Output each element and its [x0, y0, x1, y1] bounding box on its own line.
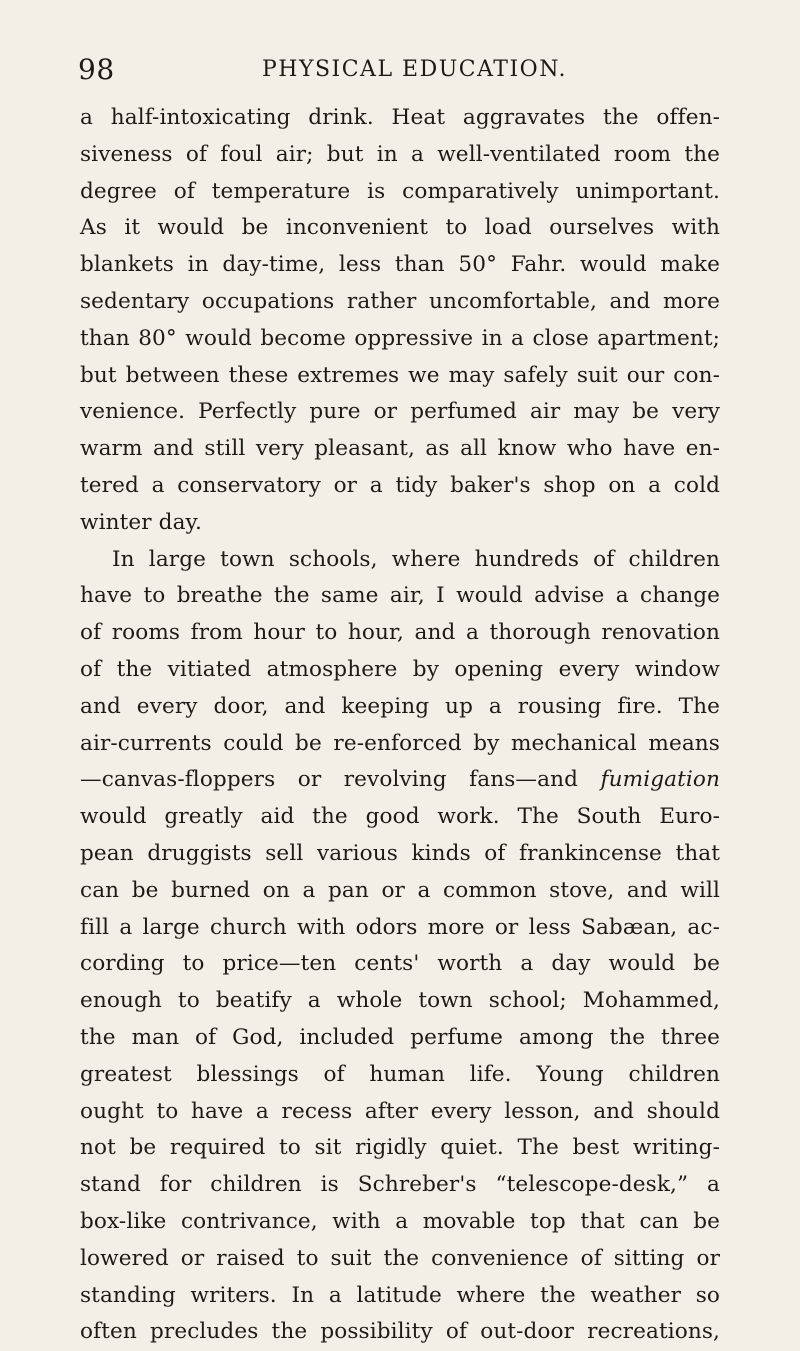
text-line: cording to price—ten cents' worth a day would be: [80, 951, 720, 977]
text-line: than 80° would become oppressive in a close apartment;: [80, 325, 720, 351]
text-run: —canvas-floppers or revolving fans—and: [80, 767, 601, 793]
paragraph-end-line: winter day.: [80, 509, 202, 535]
text-line: of the vitiated atmosphere by opening every window: [80, 656, 720, 682]
text-line: would greatly aid the good work. The South Euro-: [80, 804, 720, 830]
text-line: not be required to sit rigidly quiet. The best writing-: [80, 1135, 720, 1161]
text-line: stand for children is Schreber's “telescope-desk,” a: [80, 1172, 720, 1198]
text-line: box-like contrivance, with a movable top that can be: [80, 1208, 720, 1234]
text-line: and every door, and keeping up a rousing fire. The: [80, 693, 720, 719]
text-line: sedentary occupations rather uncomfortable, and more: [80, 288, 720, 314]
text-line: pean druggists sell various kinds of frankincense that: [80, 840, 720, 866]
text-line: but between these extremes we may safely suit our con-: [80, 362, 720, 388]
text-line: greatest blessings of human life. Young children: [80, 1061, 720, 1087]
text-line: fill a large church with odors more or less Sabæan, ac-: [80, 914, 720, 940]
text-line: enough to beatify a whole town school; Mohammed,: [80, 988, 720, 1014]
text-line: warm and still very pleasant, as all know who have en-: [80, 436, 720, 462]
text-line: tered a conservatory or a tidy baker's shop on a cold: [80, 472, 720, 498]
page-number: 98: [78, 53, 115, 86]
text-line: standing writers. In a latitude where the weather so: [80, 1282, 720, 1308]
text-line: degree of temperature is comparatively unimportant.: [80, 178, 720, 204]
text-line: can be burned on a pan or a common stove, and will: [80, 877, 720, 903]
text-line: As it would be inconvenient to load ourselves with: [80, 215, 720, 241]
text-line: often precludes the possibility of out-door recreations,: [80, 1319, 720, 1345]
text-line: blankets in day-time, less than 50° Fahr. would make: [80, 252, 720, 278]
italic-word: fumigation: [600, 767, 720, 793]
text-line: of rooms from hour to hour, and a thorough renovation: [80, 620, 720, 646]
text-line: have to breathe the same air, I would advise a change: [80, 583, 720, 609]
page-header: [78, 50, 723, 90]
text-line: a half-intoxicating drink. Heat aggravates the offen-: [80, 105, 720, 130]
text-line: siveness of foul air; but in a well-ventilated room the: [80, 141, 720, 167]
text-line: air-currents could be re-enforced by mechanical means: [80, 730, 720, 756]
text-line: lowered or raised to suit the convenience of sitting or: [80, 1245, 720, 1271]
text-line: ought to have a recess after every lesson, and should: [80, 1098, 720, 1124]
text-line: the man of God, included perfume among the three: [80, 1024, 720, 1050]
text-line-with-italic: [80, 762, 720, 799]
body-text: [80, 100, 720, 1351]
text-line: venience. Perfectly pure or perfumed air may be very: [80, 399, 720, 425]
paragraph-start-line: In large town schools, where hundreds of children: [112, 546, 720, 572]
running-head: PHYSICAL EDUCATION.: [261, 57, 568, 82]
